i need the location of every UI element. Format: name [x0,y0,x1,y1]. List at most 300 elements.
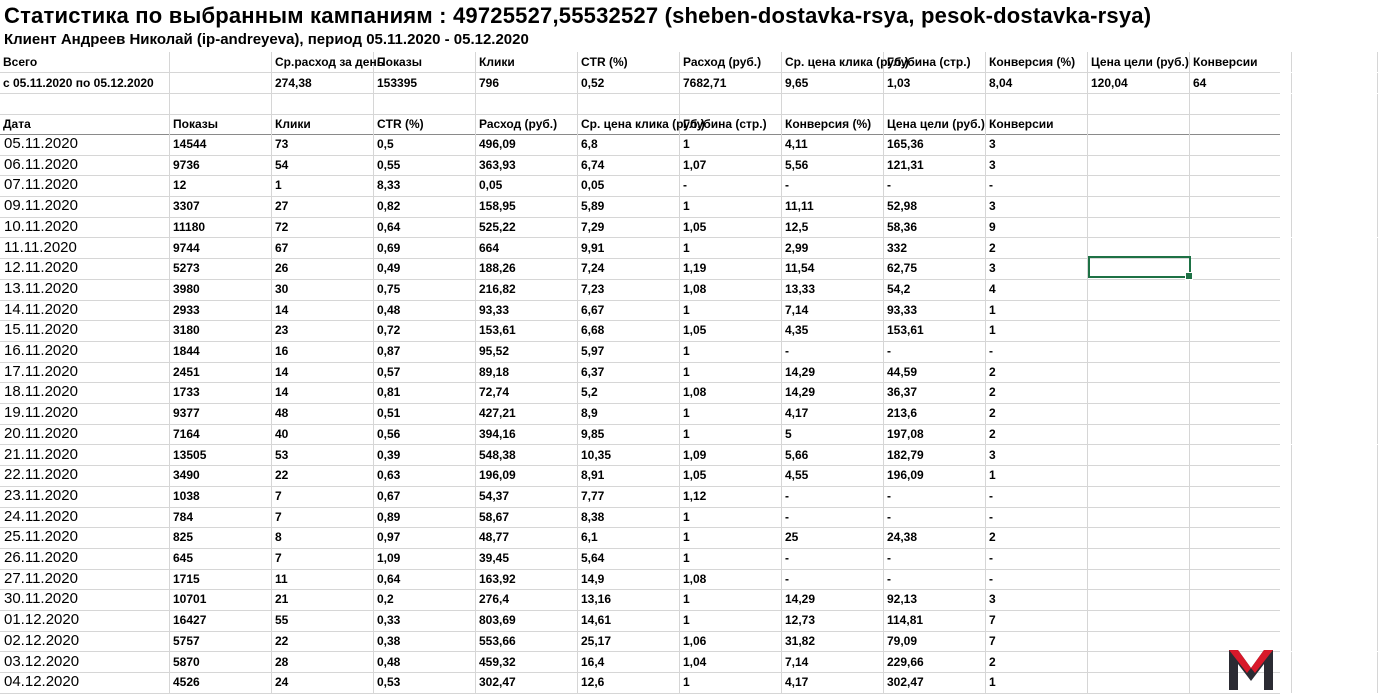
table-data-cell[interactable]: 6,74 [578,155,680,176]
table-data-cell[interactable]: 196,09 [884,465,986,486]
table-data-cell[interactable]: 93,33 [476,300,578,321]
table-data-cell[interactable]: 1 [680,134,782,155]
table-data-cell[interactable]: 1 [680,362,782,383]
table-data-cell[interactable]: 2 [986,527,1088,548]
table-data-cell[interactable]: 2451 [170,362,272,383]
table-data-cell[interactable]: 0,67 [374,486,476,507]
empty-cell[interactable] [1088,94,1190,114]
table-data-cell[interactable]: 07.11.2020 [0,175,170,196]
table-data-cell[interactable]: 20.11.2020 [0,424,170,445]
table-data-cell[interactable]: 28 [272,652,374,673]
table-data-cell[interactable]: 8,9 [578,403,680,424]
table-data-cell[interactable] [1190,507,1292,528]
table-data-cell[interactable]: 13,33 [782,279,884,300]
table-data-cell[interactable]: 1733 [170,382,272,403]
table-data-cell[interactable]: 3180 [170,320,272,341]
table-data-cell[interactable] [1088,217,1190,238]
table-data-cell[interactable]: - [782,569,884,590]
table-data-cell[interactable]: 73 [272,134,374,155]
summary-value-cell[interactable]: 1,03 [884,73,986,93]
table-data-cell[interactable]: 0,87 [374,341,476,362]
table-data-cell[interactable]: 4,17 [782,403,884,424]
table-data-cell[interactable]: 1844 [170,341,272,362]
table-data-cell[interactable]: 14,61 [578,610,680,631]
summary-header-cell[interactable] [170,52,272,72]
table-data-cell[interactable]: 14,9 [578,569,680,590]
selected-cell[interactable] [1088,256,1191,278]
summary-header-cell[interactable]: Показы [374,52,476,72]
table-data-cell[interactable]: 3 [986,155,1088,176]
table-data-cell[interactable] [1190,569,1292,590]
table-data-cell[interactable]: 4526 [170,672,272,693]
table-data-cell[interactable] [1292,258,1378,279]
table-data-cell[interactable]: 1 [680,610,782,631]
table-data-cell[interactable]: 7 [986,610,1088,631]
table-data-cell[interactable]: 525,22 [476,217,578,238]
table-data-cell[interactable]: 548,38 [476,445,578,466]
table-data-cell[interactable]: 16,4 [578,652,680,673]
table-data-cell[interactable] [1088,507,1190,528]
table-data-cell[interactable]: 27.11.2020 [0,569,170,590]
table-data-cell[interactable]: 23 [272,320,374,341]
empty-cell[interactable] [782,94,884,114]
table-data-cell[interactable]: 1,05 [680,465,782,486]
table-data-cell[interactable] [1292,486,1378,507]
table-data-cell[interactable]: 3490 [170,465,272,486]
table-data-cell[interactable]: 0,48 [374,652,476,673]
table-data-cell[interactable] [1088,424,1190,445]
table-data-cell[interactable]: 11 [272,569,374,590]
table-data-cell[interactable]: 0,51 [374,403,476,424]
table-data-cell[interactable]: 25.11.2020 [0,527,170,548]
table-data-cell[interactable]: 1 [986,672,1088,693]
table-data-cell[interactable] [1292,445,1378,466]
table-data-cell[interactable]: - [782,486,884,507]
table-data-cell[interactable]: 93,33 [884,300,986,321]
summary-value-cell[interactable]: 796 [476,73,578,93]
table-data-cell[interactable]: 0,48 [374,300,476,321]
table-data-cell[interactable]: 17.11.2020 [0,362,170,383]
empty-cell[interactable] [476,94,578,114]
table-data-cell[interactable] [1292,320,1378,341]
table-data-cell[interactable] [1190,589,1292,610]
table-data-cell[interactable]: 784 [170,507,272,528]
table-data-cell[interactable]: 2,99 [782,238,884,259]
table-data-cell[interactable] [1190,465,1292,486]
table-data-cell[interactable]: 229,66 [884,652,986,673]
table-data-cell[interactable]: 11180 [170,217,272,238]
summary-header-cell[interactable]: CTR (%) [578,52,680,72]
table-data-cell[interactable]: 496,09 [476,134,578,155]
table-data-cell[interactable]: 6,67 [578,300,680,321]
table-header-cell[interactable]: Конверсия (%) [782,114,884,134]
table-data-cell[interactable] [1292,527,1378,548]
empty-cell[interactable] [374,94,476,114]
table-data-cell[interactable] [1190,527,1292,548]
table-data-cell[interactable] [1292,465,1378,486]
summary-header-cell[interactable] [1292,52,1378,72]
table-data-cell[interactable]: 276,4 [476,589,578,610]
summary-value-cell[interactable]: 7682,71 [680,73,782,93]
empty-cell[interactable] [1292,94,1378,114]
summary-header-cell[interactable]: Конверсии [1190,52,1292,72]
table-data-cell[interactable] [1292,155,1378,176]
table-data-cell[interactable] [1190,382,1292,403]
table-data-cell[interactable] [1292,652,1378,673]
table-data-cell[interactable]: 30.11.2020 [0,589,170,610]
table-data-cell[interactable]: 1 [680,548,782,569]
table-data-cell[interactable]: 12,5 [782,217,884,238]
table-data-cell[interactable]: 21 [272,589,374,610]
summary-value-cell[interactable]: 8,04 [986,73,1088,93]
table-data-cell[interactable]: 0,89 [374,507,476,528]
table-data-cell[interactable]: - [986,569,1088,590]
table-data-cell[interactable]: 52,98 [884,196,986,217]
table-data-cell[interactable] [1292,507,1378,528]
table-data-cell[interactable] [1292,238,1378,259]
table-data-cell[interactable]: 1 [680,341,782,362]
table-data-cell[interactable]: 02.12.2020 [0,631,170,652]
table-data-cell[interactable]: 72 [272,217,374,238]
summary-header-cell[interactable]: Цена цели (руб.) [1088,52,1190,72]
table-data-cell[interactable]: 803,69 [476,610,578,631]
table-data-cell[interactable] [1088,300,1190,321]
table-data-cell[interactable]: 89,18 [476,362,578,383]
table-data-cell[interactable]: 24 [272,672,374,693]
summary-header-cell[interactable]: Ср.расход за день [272,52,374,72]
table-data-cell[interactable]: 1 [680,672,782,693]
table-header-cell[interactable]: Ср. цена клика (руб.) [578,114,680,134]
table-data-cell[interactable] [1088,320,1190,341]
table-data-cell[interactable] [1088,589,1190,610]
table-data-cell[interactable]: 9,91 [578,238,680,259]
table-data-cell[interactable]: - [782,507,884,528]
table-data-cell[interactable]: 8,91 [578,465,680,486]
table-data-cell[interactable] [1190,403,1292,424]
table-data-cell[interactable]: 1,05 [680,320,782,341]
table-data-cell[interactable]: - [782,175,884,196]
table-data-cell[interactable]: 0,81 [374,382,476,403]
table-data-cell[interactable]: 2 [986,424,1088,445]
table-data-cell[interactable]: 4,55 [782,465,884,486]
empty-cell[interactable] [986,94,1088,114]
table-data-cell[interactable]: 14,29 [782,589,884,610]
table-data-cell[interactable]: 2 [986,403,1088,424]
table-data-cell[interactable]: 26.11.2020 [0,548,170,569]
table-header-cell[interactable] [1292,114,1378,134]
table-data-cell[interactable]: 5,2 [578,382,680,403]
table-data-cell[interactable] [1088,134,1190,155]
table-data-cell[interactable]: 67 [272,238,374,259]
summary-header-cell[interactable]: Конверсия (%) [986,52,1088,72]
table-data-cell[interactable]: 40 [272,424,374,445]
table-data-cell[interactable]: 13,16 [578,589,680,610]
table-data-cell[interactable]: 58,36 [884,217,986,238]
table-data-cell[interactable]: 1,06 [680,631,782,652]
table-data-cell[interactable]: 0,5 [374,134,476,155]
summary-header-cell[interactable]: Ср. цена клика (руб.) [782,52,884,72]
table-header-cell[interactable]: Клики [272,114,374,134]
table-data-cell[interactable] [1088,672,1190,693]
table-data-cell[interactable]: 7 [272,507,374,528]
table-data-cell[interactable]: 2 [986,362,1088,383]
table-data-cell[interactable]: 1 [680,403,782,424]
table-data-cell[interactable]: 0,2 [374,589,476,610]
table-header-cell[interactable]: Показы [170,114,272,134]
table-data-cell[interactable]: 2 [986,382,1088,403]
fill-handle[interactable] [1185,272,1193,280]
table-data-cell[interactable]: 3 [986,258,1088,279]
table-data-cell[interactable] [1088,652,1190,673]
table-data-cell[interactable] [1190,445,1292,466]
table-data-cell[interactable]: 5,89 [578,196,680,217]
table-data-cell[interactable]: 7 [272,548,374,569]
table-data-cell[interactable]: 3980 [170,279,272,300]
table-data-cell[interactable]: 1 [680,238,782,259]
table-data-cell[interactable]: 7,14 [782,300,884,321]
table-data-cell[interactable]: 22 [272,465,374,486]
table-data-cell[interactable]: 9736 [170,155,272,176]
table-data-cell[interactable]: 12,6 [578,672,680,693]
table-data-cell[interactable] [1190,320,1292,341]
summary-value-cell[interactable] [170,73,272,93]
table-data-cell[interactable]: - [986,486,1088,507]
table-data-cell[interactable]: 197,08 [884,424,986,445]
table-data-cell[interactable]: 0,49 [374,258,476,279]
table-data-cell[interactable] [1088,548,1190,569]
table-data-cell[interactable]: 1,07 [680,155,782,176]
table-header-cell[interactable] [1088,114,1190,134]
table-data-cell[interactable] [1088,196,1190,217]
table-data-cell[interactable] [1190,610,1292,631]
table-data-cell[interactable]: 1,08 [680,569,782,590]
summary-value-cell[interactable]: с 05.11.2020 по 05.12.2020 [0,73,170,93]
table-data-cell[interactable]: 8 [272,527,374,548]
table-data-cell[interactable]: 165,36 [884,134,986,155]
table-data-cell[interactable]: - [680,175,782,196]
table-data-cell[interactable]: 1 [986,320,1088,341]
summary-value-cell[interactable]: 120,04 [1088,73,1190,93]
table-data-cell[interactable]: 16 [272,341,374,362]
table-data-cell[interactable] [1088,445,1190,466]
table-data-cell[interactable]: 0,33 [374,610,476,631]
table-data-cell[interactable]: 645 [170,548,272,569]
table-data-cell[interactable]: 0,97 [374,527,476,548]
table-data-cell[interactable]: 05.11.2020 [0,134,170,155]
table-data-cell[interactable]: 4,17 [782,672,884,693]
summary-header-cell[interactable]: Глубина (стр.) [884,52,986,72]
table-data-cell[interactable]: 31,82 [782,631,884,652]
table-data-cell[interactable]: 7,29 [578,217,680,238]
table-data-cell[interactable]: 7,23 [578,279,680,300]
table-data-cell[interactable]: 3 [986,589,1088,610]
table-data-cell[interactable]: 14 [272,362,374,383]
table-data-cell[interactable]: 1 [986,300,1088,321]
table-data-cell[interactable] [1292,134,1378,155]
table-data-cell[interactable] [1292,672,1378,693]
table-data-cell[interactable]: 23.11.2020 [0,486,170,507]
table-data-cell[interactable]: 9 [986,217,1088,238]
table-data-cell[interactable]: 1,19 [680,258,782,279]
summary-header-cell[interactable]: Всего [0,52,170,72]
table-data-cell[interactable] [1292,424,1378,445]
table-data-cell[interactable] [1292,548,1378,569]
table-data-cell[interactable]: 14 [272,382,374,403]
table-data-cell[interactable]: 5 [782,424,884,445]
table-data-cell[interactable]: 3 [986,196,1088,217]
table-data-cell[interactable]: 21.11.2020 [0,445,170,466]
table-header-cell[interactable]: CTR (%) [374,114,476,134]
table-data-cell[interactable]: 0,75 [374,279,476,300]
table-data-cell[interactable]: 62,75 [884,258,986,279]
table-data-cell[interactable] [1292,175,1378,196]
table-data-cell[interactable]: 1,09 [374,548,476,569]
empty-cell[interactable] [884,94,986,114]
table-data-cell[interactable] [1292,589,1378,610]
table-data-cell[interactable]: 196,09 [476,465,578,486]
empty-cell[interactable] [578,94,680,114]
table-data-cell[interactable] [1292,300,1378,321]
table-data-cell[interactable]: 48,77 [476,527,578,548]
table-data-cell[interactable]: 5870 [170,652,272,673]
table-data-cell[interactable]: - [986,175,1088,196]
table-data-cell[interactable]: 25 [782,527,884,548]
table-data-cell[interactable] [1088,175,1190,196]
table-data-cell[interactable]: 0,69 [374,238,476,259]
table-data-cell[interactable]: 55 [272,610,374,631]
table-data-cell[interactable] [1292,217,1378,238]
table-data-cell[interactable]: 79,09 [884,631,986,652]
table-data-cell[interactable]: 13505 [170,445,272,466]
table-data-cell[interactable]: 12 [170,175,272,196]
table-data-cell[interactable]: 14,29 [782,382,884,403]
empty-cell[interactable] [272,94,374,114]
empty-cell[interactable] [680,94,782,114]
table-data-cell[interactable]: 16427 [170,610,272,631]
table-data-cell[interactable] [1088,382,1190,403]
table-data-cell[interactable] [1292,341,1378,362]
table-data-cell[interactable] [1088,362,1190,383]
table-data-cell[interactable]: 0,82 [374,196,476,217]
table-data-cell[interactable]: 7,14 [782,652,884,673]
table-data-cell[interactable]: - [986,548,1088,569]
table-data-cell[interactable]: 6,1 [578,527,680,548]
table-data-cell[interactable]: 39,45 [476,548,578,569]
table-data-cell[interactable]: 30 [272,279,374,300]
table-data-cell[interactable]: 06.11.2020 [0,155,170,176]
table-data-cell[interactable] [1190,486,1292,507]
empty-cell[interactable] [170,94,272,114]
summary-value-cell[interactable]: 274,38 [272,73,374,93]
table-data-cell[interactable]: 114,81 [884,610,986,631]
table-data-cell[interactable]: 188,26 [476,258,578,279]
table-data-cell[interactable] [1190,155,1292,176]
table-data-cell[interactable]: 9744 [170,238,272,259]
table-data-cell[interactable] [1088,279,1190,300]
table-data-cell[interactable]: 1 [680,589,782,610]
table-data-cell[interactable]: 7,24 [578,258,680,279]
table-data-cell[interactable]: 10,35 [578,445,680,466]
table-data-cell[interactable]: 153,61 [476,320,578,341]
table-data-cell[interactable]: 0,39 [374,445,476,466]
table-data-cell[interactable]: 1 [272,175,374,196]
summary-value-cell[interactable]: 9,65 [782,73,884,93]
table-header-cell[interactable] [1190,114,1292,134]
table-data-cell[interactable]: 1038 [170,486,272,507]
table-data-cell[interactable]: 1,08 [680,279,782,300]
table-data-cell[interactable]: 1 [680,527,782,548]
table-data-cell[interactable]: 2933 [170,300,272,321]
table-data-cell[interactable] [1292,610,1378,631]
table-data-cell[interactable] [1292,382,1378,403]
table-data-cell[interactable]: - [986,341,1088,362]
table-data-cell[interactable]: 6,8 [578,134,680,155]
table-data-cell[interactable]: 302,47 [476,672,578,693]
table-data-cell[interactable] [1292,196,1378,217]
table-data-cell[interactable]: 363,93 [476,155,578,176]
table-data-cell[interactable]: 54 [272,155,374,176]
table-data-cell[interactable]: 11,11 [782,196,884,217]
summary-header-cell[interactable]: Клики [476,52,578,72]
table-header-cell[interactable]: Конверсии [986,114,1088,134]
table-data-cell[interactable]: 04.12.2020 [0,672,170,693]
table-data-cell[interactable]: 5273 [170,258,272,279]
table-data-cell[interactable] [1088,486,1190,507]
table-data-cell[interactable]: 0,64 [374,569,476,590]
table-data-cell[interactable]: 0,72 [374,320,476,341]
table-data-cell[interactable]: 1,09 [680,445,782,466]
table-data-cell[interactable]: 0,57 [374,362,476,383]
table-data-cell[interactable]: 26 [272,258,374,279]
table-data-cell[interactable]: 18.11.2020 [0,382,170,403]
table-data-cell[interactable]: 27 [272,196,374,217]
summary-value-cell[interactable]: 153395 [374,73,476,93]
table-data-cell[interactable]: 7 [986,631,1088,652]
table-data-cell[interactable]: 53 [272,445,374,466]
table-data-cell[interactable] [1292,569,1378,590]
table-data-cell[interactable]: 1 [680,424,782,445]
table-data-cell[interactable]: 158,95 [476,196,578,217]
table-data-cell[interactable]: 14 [272,300,374,321]
table-data-cell[interactable] [1088,527,1190,548]
table-data-cell[interactable] [1190,196,1292,217]
table-data-cell[interactable]: 72,74 [476,382,578,403]
table-header-cell[interactable]: Глубина (стр.) [680,114,782,134]
table-data-cell[interactable]: 3307 [170,196,272,217]
table-data-cell[interactable]: 14.11.2020 [0,300,170,321]
table-data-cell[interactable] [1088,465,1190,486]
table-data-cell[interactable] [1190,300,1292,321]
table-data-cell[interactable]: 58,67 [476,507,578,528]
table-data-cell[interactable]: 5,64 [578,548,680,569]
table-data-cell[interactable] [1190,238,1292,259]
table-data-cell[interactable]: 2 [986,238,1088,259]
table-data-cell[interactable] [1190,258,1292,279]
table-data-cell[interactable]: 5,97 [578,341,680,362]
table-data-cell[interactable] [1088,610,1190,631]
table-data-cell[interactable] [1190,217,1292,238]
table-data-cell[interactable]: 0,55 [374,155,476,176]
table-data-cell[interactable]: 1,04 [680,652,782,673]
table-data-cell[interactable]: 394,16 [476,424,578,445]
table-data-cell[interactable]: 54,2 [884,279,986,300]
table-data-cell[interactable]: 302,47 [884,672,986,693]
table-data-cell[interactable]: 19.11.2020 [0,403,170,424]
table-data-cell[interactable]: 24.11.2020 [0,507,170,528]
table-data-cell[interactable]: 95,52 [476,341,578,362]
table-data-cell[interactable]: - [986,507,1088,528]
table-data-cell[interactable] [1190,362,1292,383]
